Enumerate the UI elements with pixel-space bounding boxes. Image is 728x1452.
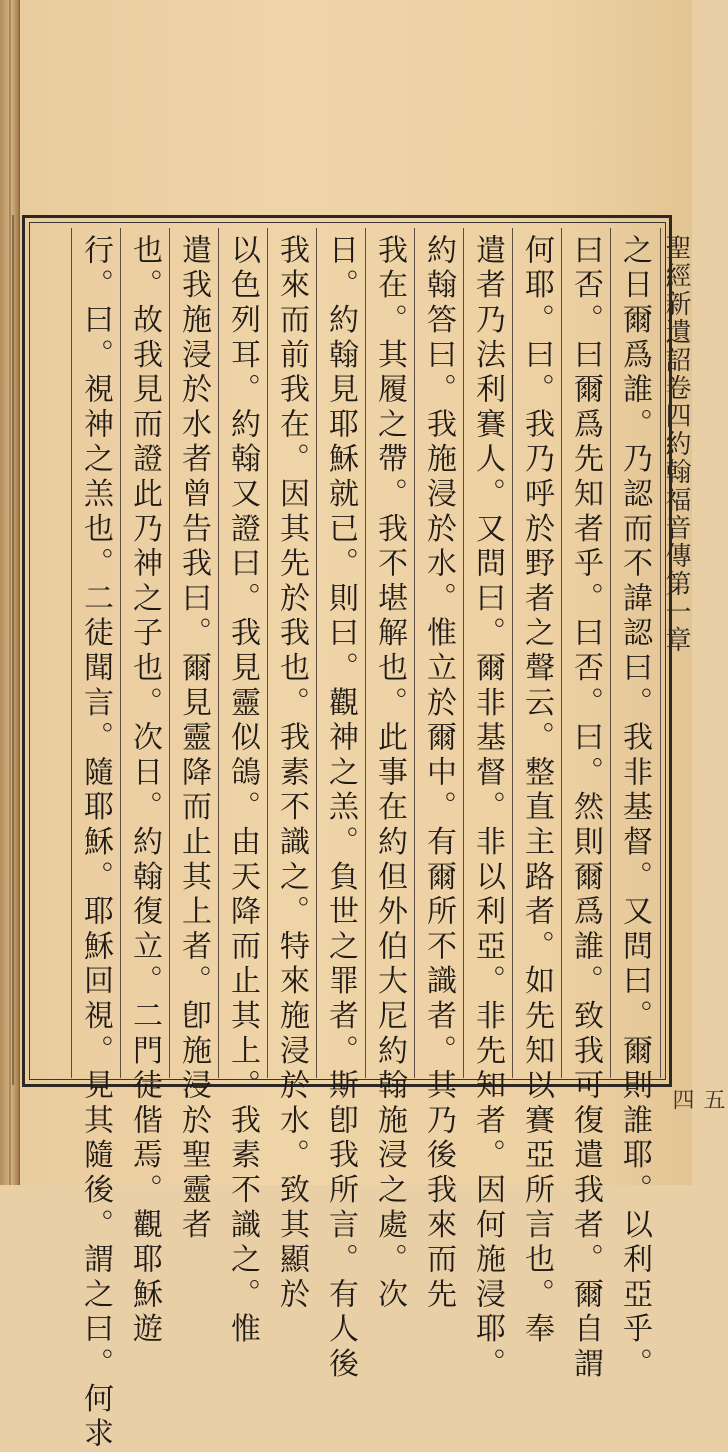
column-text: 行。曰。視神之羔也。二徒聞言。隨耶穌。耶穌回視。見其隨後。謂之曰。何求 (78, 234, 113, 1452)
column-text: 約翰答曰。我施浸於水。惟立於爾中。有爾所不識者。其乃後我來而先 (421, 234, 456, 1313)
column-text: 以色列耳。約翰又證曰。我見靈似鴿。由天降而止其上。我素不識之。惟 (225, 234, 260, 1348)
running-header: 聖經新遺詔卷四約翰福音傳第一章 (661, 234, 691, 654)
text-column-3 (512, 228, 560, 1348)
page-number: 五四 (669, 1088, 725, 1110)
text-column-4 (463, 228, 511, 1383)
column-text: 也。故我見而證此乃神之子也。次日。約翰復立。二門徒偕焉。觀耶穌遊 (127, 234, 162, 1348)
text-column-8 (267, 228, 315, 1313)
text-column-1 (610, 228, 658, 1383)
column-text: 曰否。曰爾爲先知者乎。曰否。曰。然則爾爲誰。致我可復遣我者。爾自謂 (568, 234, 603, 1383)
text-column-5 (414, 228, 462, 1313)
text-column-11 (120, 228, 168, 1348)
column-text: 之日爾爲誰。乃認而不諱認曰。我非基督。又問曰。爾則誰耶。以利亞乎。 (617, 234, 652, 1383)
column-text: 我在。其履之帶。我不堪解也。此事在約但外伯大尼約翰施浸之處。次 (372, 234, 407, 1313)
text-columns (30, 228, 725, 1452)
column-text: 日。約翰見耶穌就已。則曰。觀神之羔。負世之罪者。斯卽我所言。有人後 (323, 234, 358, 1383)
text-column-7 (316, 228, 364, 1383)
column-text: 遣者乃法利賽人。又問曰。爾非基督。非以利亞。非先知者。因何施浸耶。 (470, 234, 505, 1383)
text-column-6 (365, 228, 413, 1313)
column-text: 何耶。曰。我乃呼於野者之聲云。整直主路者。如先知以賽亞所言也。奉 (519, 234, 554, 1348)
text-column-10 (169, 228, 217, 1244)
previous-page-border (0, 215, 14, 1085)
text-column-2 (561, 228, 609, 1383)
column-text: 我來而前我在。因其先於我也。我素不識之。特來施浸於水。致其顯於 (274, 234, 309, 1313)
text-column-9 (218, 228, 266, 1348)
column-text: 遣我施浸於水者曾告我曰。爾見靈降而止其上者。卽施浸於聖靈者 (176, 234, 211, 1244)
text-column-12 (71, 228, 119, 1452)
block-margin (660, 228, 725, 1110)
